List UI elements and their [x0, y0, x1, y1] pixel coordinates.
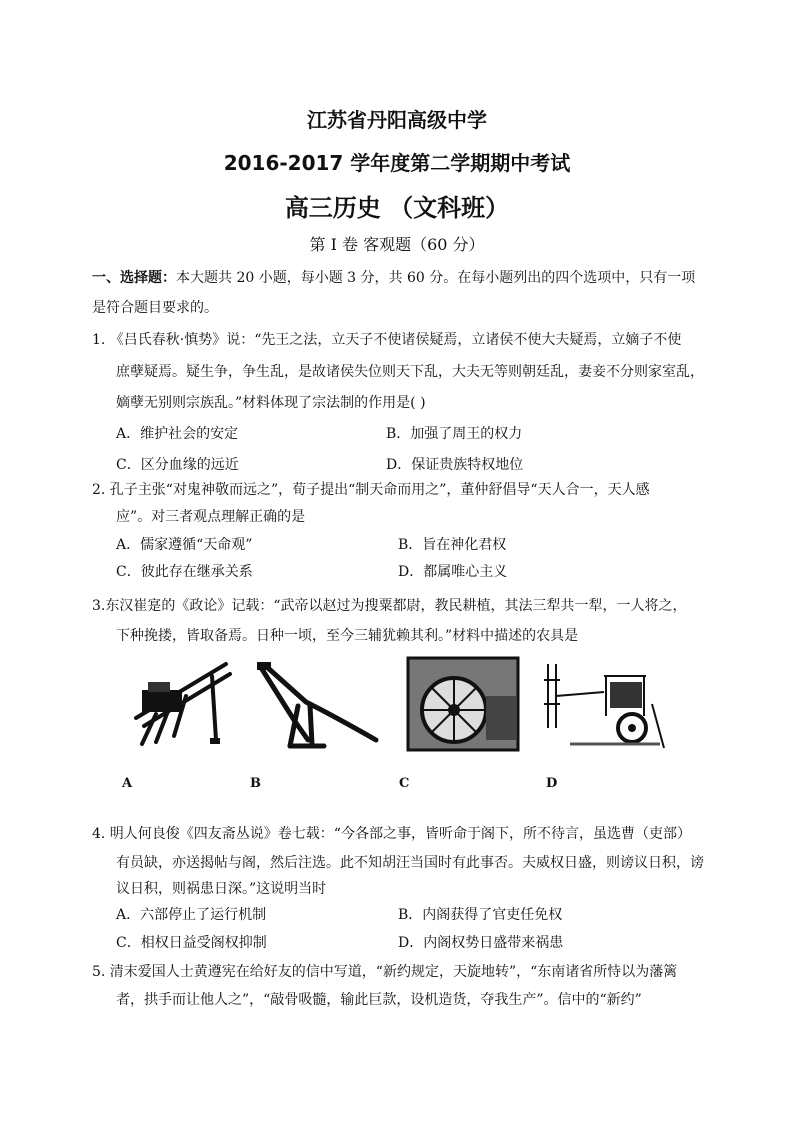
section-label: 一、选择题：	[92, 270, 176, 286]
question-4-option-a[interactable]: A．六部停止了运行机制	[116, 907, 267, 923]
question-4-option-c[interactable]: C．相权日益受阁权抑制	[116, 935, 267, 951]
question-1-line-3: 嫡孽无别则宗族乱。”材料体现了宗法制的作用是( )	[116, 395, 426, 411]
question-2-line-1: 2. 孔子主张“对鬼神敬而远之”，荀子提出“制天命而用之”，董仲舒倡导“天人合一，天人感	[92, 482, 650, 498]
question-1-option-c[interactable]: C．区分血缘的远近	[116, 457, 239, 473]
school-name: 江苏省丹阳高级中学	[307, 108, 487, 132]
question-4-line-2: 有员缺，亦送揭帖与阁，然后注选。此不知胡汪当国时有此事否。夫威权日盛，则谤议日积，谤	[116, 855, 704, 871]
figure-a-seed-drill-image[interactable]	[126, 656, 238, 752]
figure-label-d[interactable]: D	[546, 776, 558, 791]
part-heading: 第 I 卷 客观题（60 分）	[309, 235, 485, 254]
question-1-option-b[interactable]: B．加强了周王的权力	[386, 426, 523, 442]
question-2-option-c[interactable]: C．彼此存在继承关系	[116, 564, 253, 580]
question-3-line-1: 3.东汉崔寔的《政论》记载：“武帝以赵过为搜粟都尉，教民耕植，其法三犁共一犁，一人将之，	[92, 598, 687, 614]
question-2-option-a[interactable]: A．儒家遵循“天命观”	[116, 537, 253, 553]
question-2-option-b[interactable]: B．旨在神化君权	[398, 537, 507, 553]
question-1-line-2: 庶孽疑焉。疑生争，争生乱，是故诸侯失位则天下乱，大夫无等则朝廷乱，妻妾不分则家室乱，	[116, 364, 704, 380]
question-4-option-d[interactable]: D．内阁权势日盛带来祸患	[398, 935, 564, 951]
question-5-line-2: 者，拱手而让他人之”，“敲骨吸髓，输此巨款，设机造货，夺我生产”。信中的“新约”	[116, 992, 642, 1008]
figure-label-b[interactable]: B	[250, 776, 261, 791]
section-instruction	[92, 268, 712, 288]
figure-d-hydraulic-machine-image[interactable]	[540, 656, 666, 752]
question-2-line-2: 应”。对三者观点理解正确的是	[116, 509, 306, 525]
question-1-option-a[interactable]: A．维护社会的安定	[116, 426, 239, 442]
figure-c-water-wheel-image[interactable]	[406, 656, 520, 752]
figure-label-c[interactable]: C	[399, 776, 410, 791]
section-instruction-line1: 本大题共 20 小题，每小题 3 分，共 60 分。在每小题列出的四个选项中，只有一项	[176, 270, 696, 286]
question-3-line-2: 下种挽搂，皆取备焉。日种一顷，至今三辅犹赖其利。”材料中描述的农具是	[116, 628, 579, 644]
figure-label-a[interactable]: A	[122, 776, 133, 791]
question-1-option-d[interactable]: D．保证贵族特权地位	[386, 457, 524, 473]
question-4-line-3: 议日积，则祸患日深。”这说明当时	[116, 881, 327, 897]
exam-title: 2016-2017 学年度第二学期期中考试	[223, 151, 571, 175]
question-1-line-1: 1. 《吕氏春秋·慎势》说：“先王之法，立天子不使诸侯疑焉，立诸侯不使大夫疑焉，立嫡子不使	[92, 332, 682, 348]
subject-title: 高三历史 （文科班）	[284, 194, 510, 222]
question-4-option-b[interactable]: B．内阁获得了官吏任免权	[398, 907, 563, 923]
question-5-line-1: 5. 清末爱国人士黄遵宪在给好友的信中写道，“新约规定，天旋地转”，“东南诸省所恃以为藩篱	[92, 964, 678, 980]
question-4-line-1: 4. 明人何良俊《四友斋丛说》卷七载：“今各部之事，皆听命于阁下，所不待言，虽选曹（吏部）	[92, 826, 691, 842]
section-instruction-line2: 是符合题目要求的。	[92, 300, 218, 316]
figure-b-plow-image[interactable]	[254, 660, 382, 752]
question-2-option-d[interactable]: D．都属唯心主义	[398, 564, 508, 580]
